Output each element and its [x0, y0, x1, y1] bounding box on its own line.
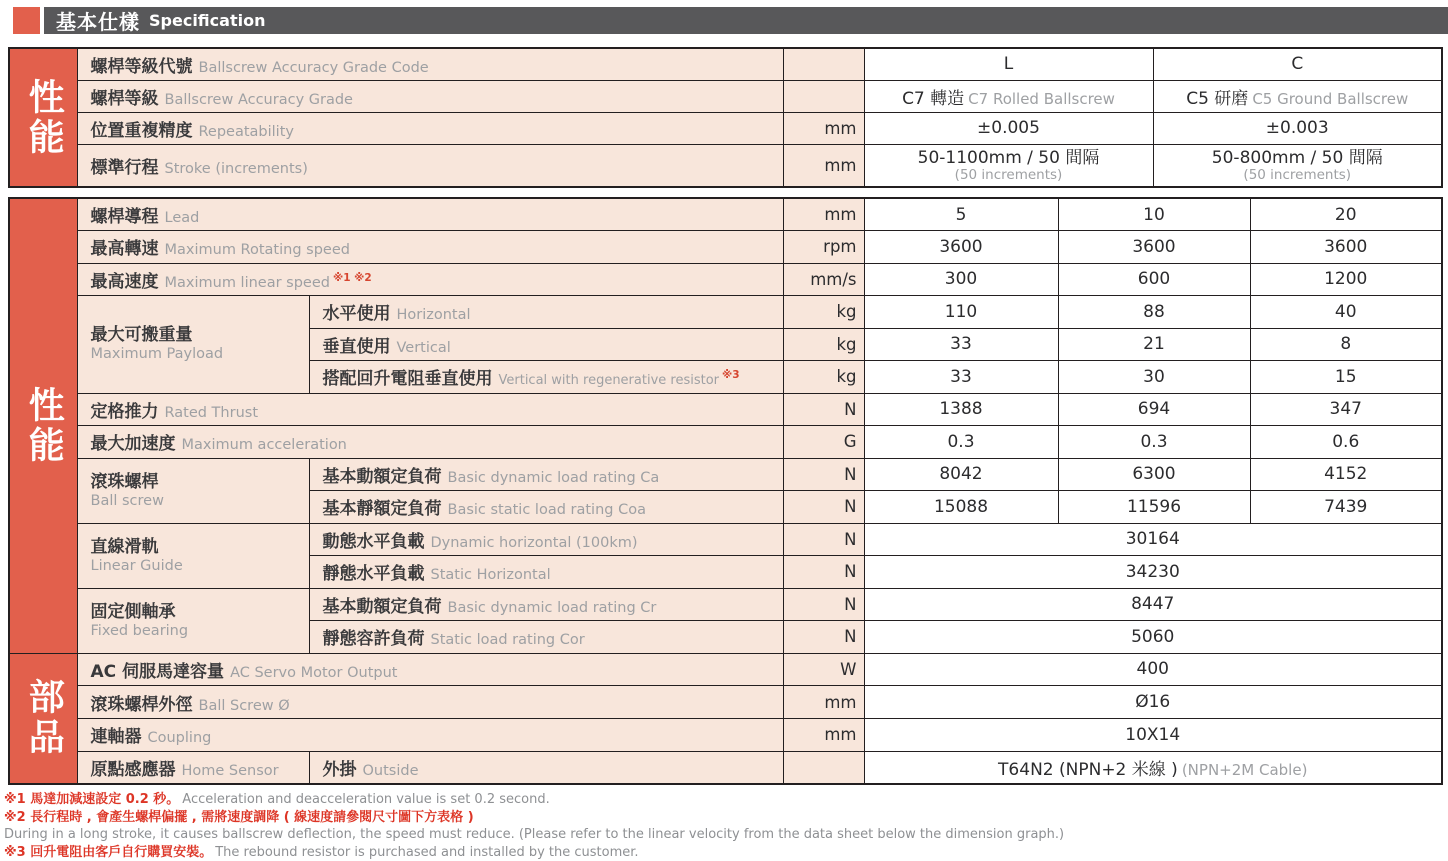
section-header — [13, 7, 1448, 34]
ballscrew-dynamic-v3: 4152 — [1250, 458, 1442, 491]
fixed-bearing-static-unit: N — [783, 621, 864, 654]
lead-value-10: 10 — [1058, 198, 1250, 231]
row-payload-horizontal — [9, 296, 1442, 329]
max-linear-label: 最高速度 Maximum linear speed $^{※1 ※2}$ — [77, 263, 783, 296]
payload-horizontal-v2: 88 — [1058, 296, 1250, 329]
linear-guide-static-unit: N — [783, 556, 864, 589]
rated-thrust-v1: 1388 — [864, 393, 1058, 426]
row-max-rotating-speed — [9, 231, 1442, 264]
max-acceleration-label: 最大加速度 Maximum acceleration — [77, 426, 783, 459]
row-grade — [9, 80, 1442, 112]
footnote-ref-3: ※3 — [722, 369, 740, 381]
grade-code-value-c: C — [1153, 48, 1442, 80]
max-linear-unit: mm/s — [783, 263, 864, 296]
page-title-zh: 基本仕樣 — [56, 6, 140, 35]
coupling-unit: mm — [783, 719, 864, 752]
row-max-acceleration — [9, 426, 1442, 459]
row-max-linear-speed — [9, 263, 1442, 296]
grade-value-l: C7 轉造 C7 Rolled Ballscrew — [864, 80, 1153, 112]
payload-vertical-regen-label: 搭配回升電阻垂直使用 Vertical with regenerative resistor $^{※3}$ — [309, 361, 783, 394]
payload-vertical-v3: 8 — [1250, 328, 1442, 361]
max-rotating-v2: 3600 — [1058, 231, 1250, 264]
home-sensor-mount-label: 外掛 Outside — [309, 751, 783, 784]
grade-code-label: 螺桿等級代號 Ballscrew Accuracy Grade Code — [77, 48, 783, 80]
repeatability-unit: mm — [783, 112, 864, 144]
group-label-payload: 最大可搬重量 Maximum Payload — [77, 296, 309, 394]
row-home-sensor — [9, 751, 1442, 784]
repeatability-label: 位置重複精度 Repeatability — [77, 112, 783, 144]
fixed-bearing-dynamic-unit: N — [783, 588, 864, 621]
footnote-2-zh: ※2 長行程時 , 會產生螺桿偏擺 , 需將速度調降 ( 線速度請參閱尺寸圖下方表格 ) — [4, 809, 1064, 827]
spec-table-performance-parts — [8, 197, 1443, 785]
max-rotating-v3: 3600 — [1250, 231, 1442, 264]
stroke-unit: mm — [783, 144, 864, 187]
linear-guide-static-value: 34230 — [864, 556, 1442, 589]
row-fixed-bearing-dynamic — [9, 588, 1442, 621]
side-label-performance-main: 性能 — [9, 198, 77, 653]
payload-vertical-label: 垂直使用 Vertical — [309, 328, 783, 361]
servo-output-value: 400 — [864, 653, 1442, 686]
ballscrew-dynamic-unit: N — [783, 458, 864, 491]
max-linear-v3: 1200 — [1250, 263, 1442, 296]
grade-label: 螺桿等級 Ballscrew Accuracy Grade — [77, 80, 783, 112]
row-linear-guide-dynamic — [9, 523, 1442, 556]
row-repeatability — [9, 112, 1442, 144]
stroke-value-c: 50-800mm / 50 間隔 (50 increments) — [1153, 144, 1442, 187]
group-label-ball-screw: 滾珠螺桿 Ball screw — [77, 458, 309, 523]
row-grade-code — [9, 48, 1442, 80]
lead-value-5: 5 — [864, 198, 1058, 231]
max-linear-v2: 600 — [1058, 263, 1250, 296]
rated-thrust-unit: N — [783, 393, 864, 426]
ballscrew-static-v2: 11596 — [1058, 491, 1250, 524]
payload-horizontal-v3: 40 — [1250, 296, 1442, 329]
home-sensor-unit — [783, 751, 864, 784]
payload-vertical-unit: kg — [783, 328, 864, 361]
max-rotating-label: 最高轉速 Maximum Rotating speed — [77, 231, 783, 264]
side-label-parts: 部品 — [9, 653, 77, 784]
max-acceleration-v1: 0.3 — [864, 426, 1058, 459]
servo-output-label: AC 伺服馬達容量 AC Servo Motor Output — [77, 653, 783, 686]
max-rotating-v1: 3600 — [864, 231, 1058, 264]
ballscrew-dynamic-v1: 8042 — [864, 458, 1058, 491]
row-servo-output — [9, 653, 1442, 686]
coupling-value: 10X14 — [864, 719, 1442, 752]
footnote-ref-1-2: ※1 ※2 — [333, 272, 372, 284]
lead-unit: mm — [783, 198, 864, 231]
ballscrew-static-v1: 15088 — [864, 491, 1058, 524]
row-stroke — [9, 144, 1442, 187]
fixed-bearing-static-label: 靜態容許負荷 Static load rating Cor — [309, 621, 783, 654]
payload-vertical-regen-unit: kg — [783, 361, 864, 394]
ballscrew-static-v3: 7439 — [1250, 491, 1442, 524]
servo-output-unit: W — [783, 653, 864, 686]
max-acceleration-unit: G — [783, 426, 864, 459]
home-sensor-label: 原點感應器 Home Sensor — [77, 751, 309, 784]
max-acceleration-v2: 0.3 — [1058, 426, 1250, 459]
payload-horizontal-label: 水平使用 Horizontal — [309, 296, 783, 329]
row-rated-thrust — [9, 393, 1442, 426]
max-rotating-unit: rpm — [783, 231, 864, 264]
payload-horizontal-v1: 110 — [864, 296, 1058, 329]
group-label-linear-guide: 直線滑軌 Linear Guide — [77, 523, 309, 588]
payload-vertical-v1: 33 — [864, 328, 1058, 361]
ballscrew-static-label: 基本靜額定負荷 Basic static load rating Coa — [309, 491, 783, 524]
linear-guide-dynamic-unit: N — [783, 523, 864, 556]
footnote-3: ※3 回升電阻由客戶自行購買安裝。 The rebound resistor is purchased and installed by the customer. — [4, 844, 1064, 861]
max-linear-v1: 300 — [864, 263, 1058, 296]
repeatability-value-c: ±0.003 — [1153, 112, 1442, 144]
footnote-2-en: During in a long stroke, it causes ballscrew deflection, the speed must reduce. (Please refer to the linear velocity from the data sheet below the dimension graph.) — [4, 826, 1064, 844]
ballscrew-od-value: Ø16 — [864, 686, 1442, 719]
coupling-label: 連軸器 Coupling — [77, 719, 783, 752]
stroke-value-l: 50-1100mm / 50 間隔 (50 increments) — [864, 144, 1153, 187]
grade-code-unit — [783, 48, 864, 80]
fixed-bearing-static-value: 5060 — [864, 621, 1442, 654]
header-bar — [44, 7, 1448, 34]
rated-thrust-v2: 694 — [1058, 393, 1250, 426]
header-accent-square — [13, 7, 40, 34]
page-title-en: Specification — [149, 11, 265, 30]
row-ballscrew-dynamic — [9, 458, 1442, 491]
repeatability-value-l: ±0.005 — [864, 112, 1153, 144]
rated-thrust-label: 定格推力 Rated Thrust — [77, 393, 783, 426]
grade-value-c: C5 研磨 C5 Ground Ballscrew — [1153, 80, 1442, 112]
group-label-fixed-bearing: 固定側軸承 Fixed bearing — [77, 588, 309, 653]
payload-vertical-regen-v1: 33 — [864, 361, 1058, 394]
row-ballscrew-od — [9, 686, 1442, 719]
rated-thrust-v3: 347 — [1250, 393, 1442, 426]
linear-guide-dynamic-value: 30164 — [864, 523, 1442, 556]
spec-table-accuracy — [8, 47, 1443, 188]
row-lead — [9, 198, 1442, 231]
max-acceleration-v3: 0.6 — [1250, 426, 1442, 459]
lead-label: 螺桿導程 Lead — [77, 198, 783, 231]
ballscrew-dynamic-label: 基本動額定負荷 Basic dynamic load rating Ca — [309, 458, 783, 491]
side-label-performance-top: 性能 — [9, 48, 77, 187]
fixed-bearing-dynamic-value: 8447 — [864, 588, 1442, 621]
payload-vertical-v2: 21 — [1058, 328, 1250, 361]
row-coupling — [9, 719, 1442, 752]
linear-guide-dynamic-label: 動態水平負載 Dynamic horizontal (100km) — [309, 523, 783, 556]
grade-unit — [783, 80, 864, 112]
linear-guide-static-label: 靜態水平負載 Static Horizontal — [309, 556, 783, 589]
lead-value-20: 20 — [1250, 198, 1442, 231]
grade-code-value-l: L — [864, 48, 1153, 80]
fixed-bearing-dynamic-label: 基本動額定負荷 Basic dynamic load rating Cr — [309, 588, 783, 621]
ballscrew-od-unit: mm — [783, 686, 864, 719]
stroke-label: 標準行程 Stroke (increments) — [77, 144, 783, 187]
payload-horizontal-unit: kg — [783, 296, 864, 329]
ballscrew-od-label: 滾珠螺桿外徑 Ball Screw Ø — [77, 686, 783, 719]
payload-vertical-regen-v3: 15 — [1250, 361, 1442, 394]
home-sensor-value: T64N2 (NPN+2 米線 ) (NPN+2M Cable) — [864, 751, 1442, 784]
footnotes — [4, 791, 1064, 861]
payload-vertical-regen-v2: 30 — [1058, 361, 1250, 394]
footnote-1: ※1 馬達加減速設定 0.2 秒。 Acceleration and deacceleration value is set 0.2 second. — [4, 791, 1064, 809]
ballscrew-static-unit: N — [783, 491, 864, 524]
ballscrew-dynamic-v2: 6300 — [1058, 458, 1250, 491]
